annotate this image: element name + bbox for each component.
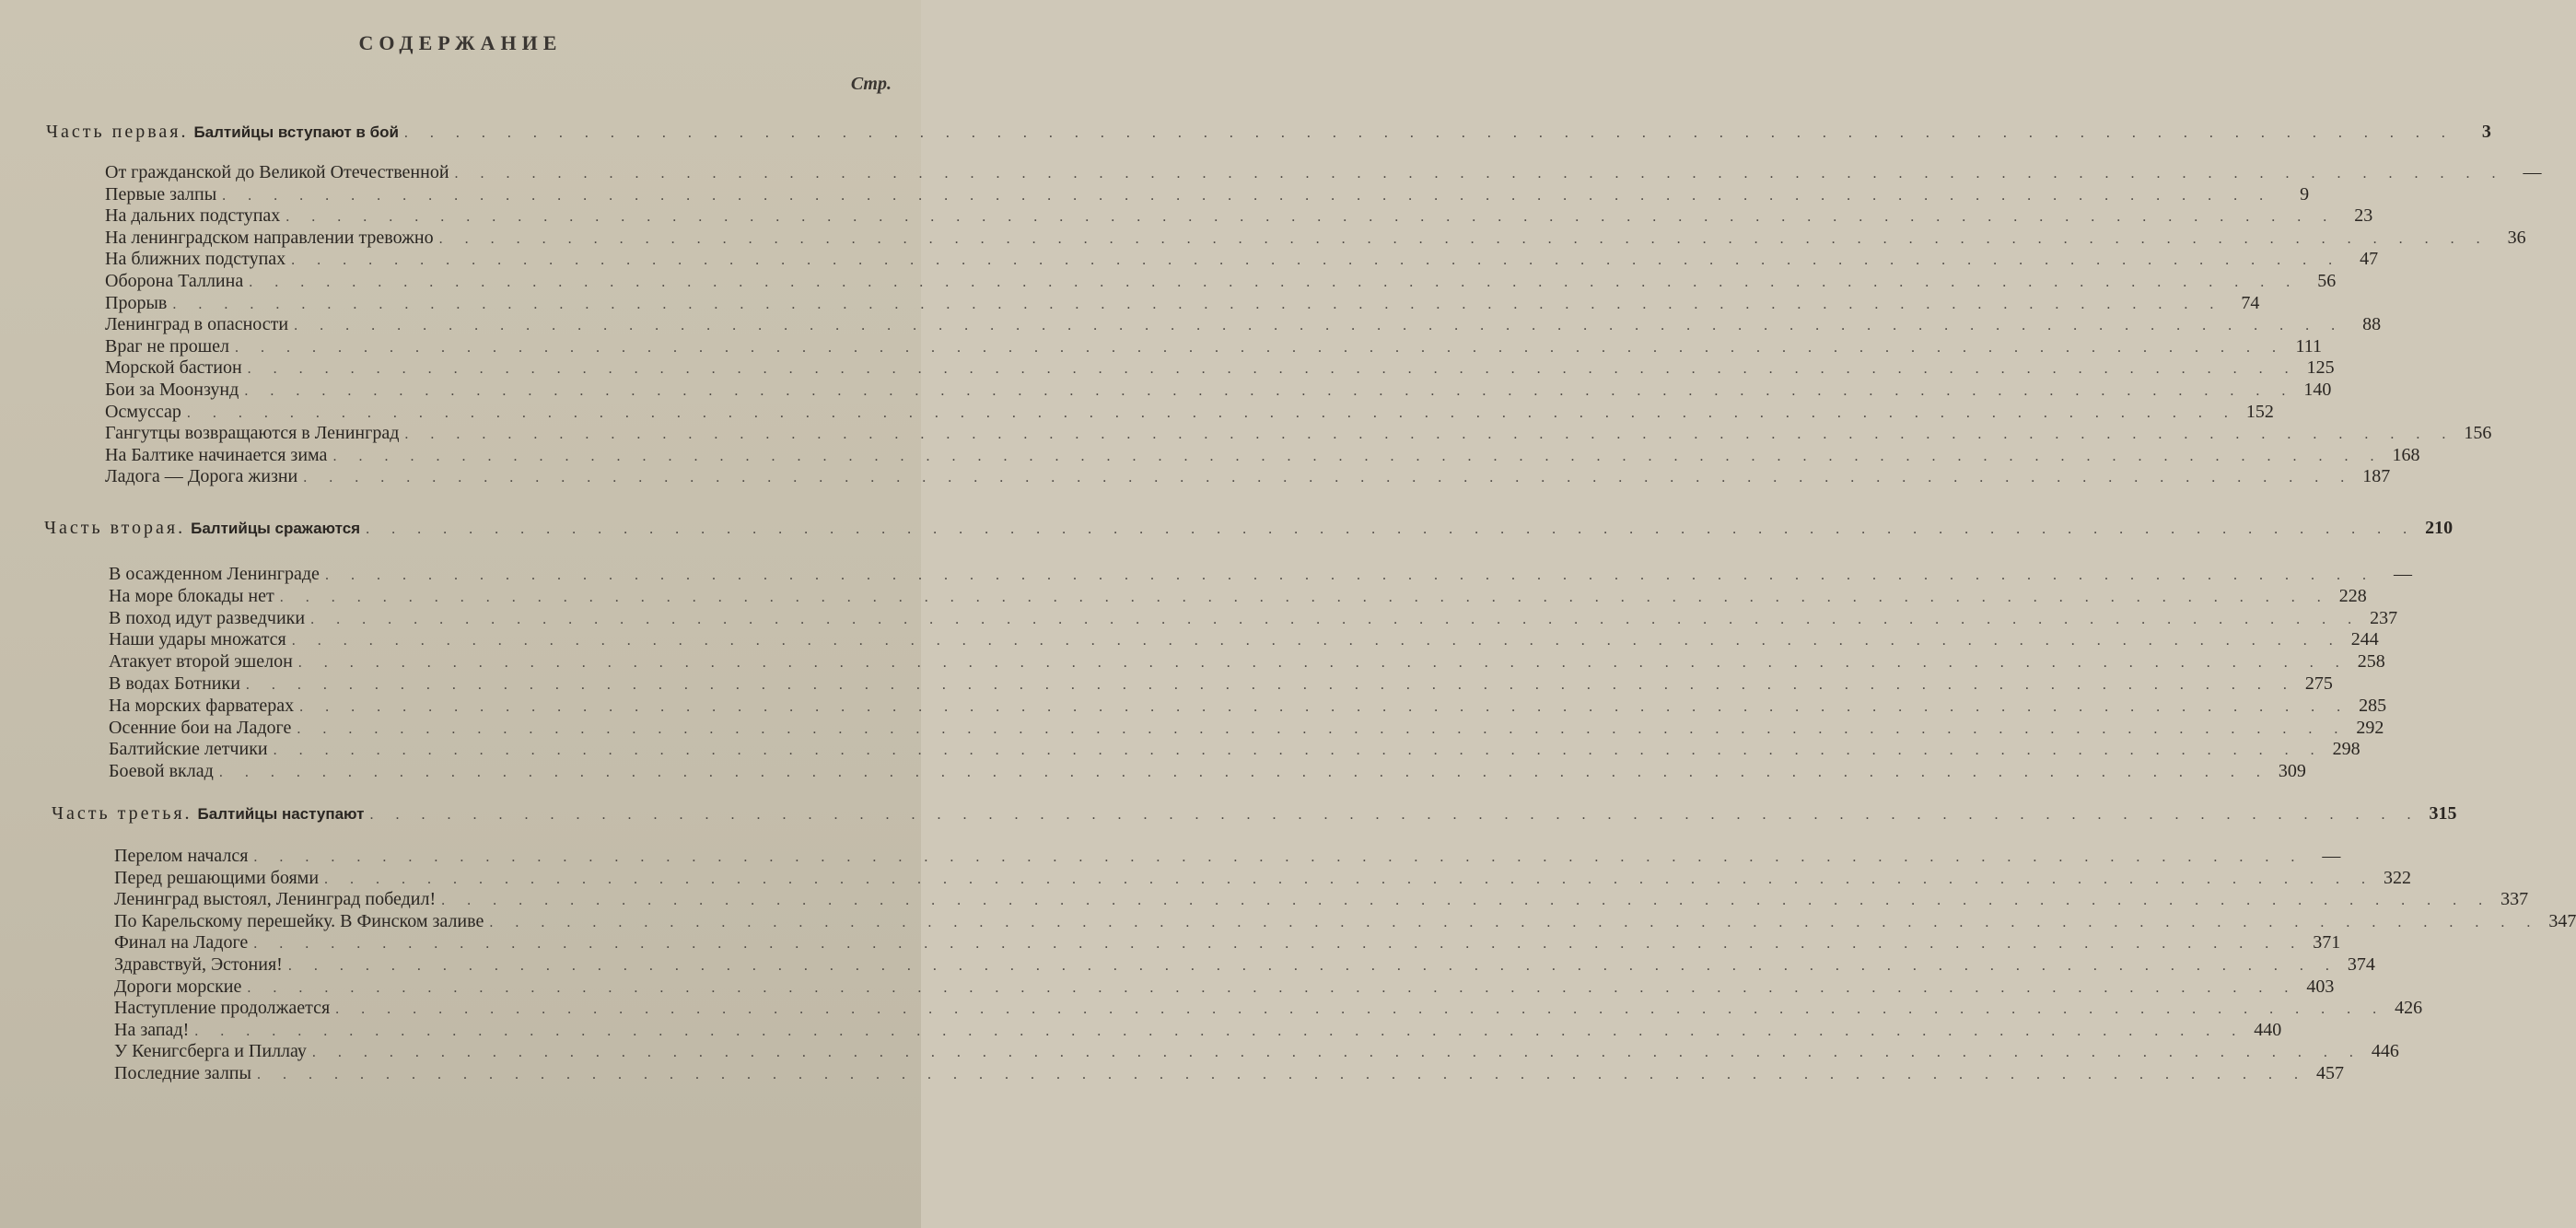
chapter-title: Осмуссар <box>105 401 181 422</box>
dot-leader: . . . . . . . . . . . . . . . . . . . . . . . . . . . . . . . . . . . . . . . . . . . . . . . . . . . . . . . . . . . . . . . . . . . . . . . . . . . . . . . . <box>253 936 2304 953</box>
chapter-title: Здравствуй, Эстония! <box>114 954 283 975</box>
chapter-page-number: 275 <box>2304 673 2333 694</box>
dot-leader: . . . . . . . . . . . . . . . . . . . . . . . . . . . . . . . . . . . . . . . . . . . . . . . . . . . . . . . . . . . . . . . . . . . . . . . . . . . . . . . . <box>311 1045 2362 1061</box>
chapter-entry <box>105 401 2274 424</box>
chapter-page-number: 403 <box>2306 976 2335 997</box>
chapter-title: Перелом начался <box>114 846 249 866</box>
chapter-page-number: 125 <box>2306 357 2335 379</box>
chapter-title: Морской бастион <box>105 357 242 379</box>
chapter-page-number: 56 <box>2317 271 2337 291</box>
chapter-title: Последние залпы <box>114 1063 251 1083</box>
part-name: Балтийцы наступают <box>197 805 365 823</box>
chapter-title: Ленинград выстоял, Ленинград победил! <box>114 889 437 910</box>
chapter-entry <box>114 954 2375 977</box>
page-column-label: Стр. <box>850 74 892 94</box>
part-name: Балтийцы вступают в бой <box>193 123 399 141</box>
dot-leader: . . . . . . . . . . . . . . . . . . . . . . . . . . . . . . . . . . . . . . . . . . . . . . . . . . . . . . . . . . . . . . . . . . . . . . . . . . . . . . . . <box>297 655 2349 672</box>
chapter-entry <box>109 585 2367 608</box>
dot-leader: . . . . . . . . . . . . . . . . . . . . . . . . . . . . . . . . . . . . . . . . . . . . . . . . . . . . . . . . . . . . . . . . . . . . . . . . . . . . . . . . <box>287 958 2338 974</box>
dot-leader: . . . . . . . . . . . . . . . . . . . . . . . . . . . . . . . . . . . . . . . . . . . . . . . . . . . . . . . . . . . . . . . . . . . . . . . . . . . . . . . . <box>244 383 2295 399</box>
chapter-entry <box>105 314 2382 336</box>
chapter-title: На морских фарватерах <box>109 695 295 716</box>
chapter-title: У Кенигсберга и Пиллау <box>114 1041 307 1062</box>
chapter-page-number: 156 <box>2464 423 2492 444</box>
chapter-page-number: 23 <box>2354 205 2373 227</box>
chapter-entry <box>109 695 2387 718</box>
chapter-page-number: 152 <box>2245 401 2274 422</box>
part-title <box>44 518 366 539</box>
chapter-page-number: 322 <box>2384 867 2412 888</box>
chapter-title: Оборона Таллина <box>105 271 244 291</box>
chapter-page-number: 309 <box>2278 761 2306 782</box>
chapter-title: Наши удары множатся <box>109 629 286 650</box>
chapter-title: В поход идут разведчики <box>109 607 306 628</box>
chapter-title: От гражданской до Великой Отечественной <box>105 162 449 182</box>
chapter-page-number: 244 <box>2350 629 2379 650</box>
chapter-entry <box>105 205 2373 228</box>
dot-leader: . . . . . . . . . . . . . . . . . . . . . . . . . . . . . . . . . . . . . . . . . . . . . . . . . . . . . . . . . . . . . . . . . . . . . . . . . . . . . . . . <box>286 209 2337 226</box>
chapter-page-number: 347 <box>2548 910 2576 931</box>
dot-leader: . . . . . . . . . . . . . . . . . . . . . . . . . . . . . . . . . . . . . . . . . . . . . . . . . . . . . . . . . . . . . . . . . . . . . . . . . . . . . . . . <box>441 893 2492 909</box>
chapter-entry <box>114 1041 2399 1063</box>
chapter-title: Бои за Моонзунд <box>105 380 239 400</box>
chapter-title: На море блокады нет <box>109 585 274 606</box>
chapter-entry <box>105 271 2337 293</box>
chapter-entry <box>105 423 2492 445</box>
part-label: Часть третья. <box>52 803 192 824</box>
chapter-title: Боевой вклад <box>109 761 214 782</box>
dot-leader: . . . . . . . . . . . . . . . . . . . . . . . . . . . . . . . . . . . . . . . . . . . . . . . . . . . . . . . . . . . . . . . . . . . . . . . . . . . . . . . . <box>291 633 2342 649</box>
chapter-entry <box>109 629 2379 651</box>
chapter-page-number: 36 <box>2507 227 2526 248</box>
chapter-page-number: 88 <box>2362 314 2382 335</box>
chapter-title: На дальних подступах <box>105 205 281 227</box>
chapter-page-number: 440 <box>2254 1019 2282 1040</box>
chapter-title: Гангутцы возвращаются в Ленинград <box>105 423 400 444</box>
dot-leader: . . . . . . . . . . . . . . . . . . . . . . . . . . . . . . . . . . . . . . . . . . . . . . . . . . . . . . . . . . . . . . . . . . . . . . . . . . . . . . . . <box>303 470 2354 486</box>
dot-leader: . . . . . . . . . . . . . . . . . . . . . . . . . . . . . . . . . . . . . . . . . . . . . . . . . . . . . . . . . . . . . . . . . . . . . . . . . . . . . . . . <box>222 187 2273 204</box>
part-heading <box>44 518 2454 540</box>
dot-leader: . . . . . . . . . . . . . . . . . . . . . . . . . . . . . . . . . . . . . . . . . . . . . . . . . . . . . . . . . . . . . . . . . . . . . . . . . . . . . . . . <box>194 1023 2245 1039</box>
chapter-title: Ленинград в опасности <box>105 314 289 335</box>
part-label: Часть первая. <box>46 122 189 142</box>
part-page-number: 3 <box>2481 122 2491 142</box>
chapter-page-number: 140 <box>2303 380 2332 400</box>
dot-leader: . . . . . . . . . . . . . . . . . . . . . . . . . . . . . . . . . . . . . . . . . . . . . . . . . . . . . . . . . . . . . . . . . . . . . . . . . . . . . . . . <box>438 230 2489 247</box>
chapter-entry <box>105 335 2322 358</box>
chapter-title: Финал на Ладоге <box>114 932 249 953</box>
chapter-page-number: 285 <box>2359 695 2387 716</box>
chapter-entry <box>105 444 2420 467</box>
dot-leader: . . . . . . . . . . . . . . . . . . . . . . . . . . . . . . . . . . . . . . . . . . . . . . . . . . . . . . . . . . . . . . . . . . . . . . . . . . . . . . . . <box>369 807 2420 823</box>
chapter-page-number: 298 <box>2332 739 2360 760</box>
chapter-page-number: 228 <box>2338 585 2367 606</box>
chapter-entry <box>109 607 2398 630</box>
chapter-entry <box>114 889 2529 911</box>
chapter-entry <box>105 227 2526 250</box>
chapter-entry <box>109 673 2333 696</box>
chapter-entry <box>105 380 2332 402</box>
chapter-entry <box>114 867 2412 890</box>
chapter-entry <box>109 739 2360 761</box>
chapter-title: Перед решающими боями <box>114 867 320 888</box>
part-page-number: 315 <box>2429 803 2457 824</box>
part-label: Часть вторая. <box>44 518 186 538</box>
page-title: СОДЕРЖАНИЕ <box>358 31 563 54</box>
chapter-entry <box>109 564 2412 586</box>
dot-leader: . . . . . . . . . . . . . . . . . . . . . . . . . . . . . . . . . . . . . . . . . . . . . . . . . . . . . . . . . . . . . . . . . . . . . . . . . . . . . . . . <box>218 765 2269 781</box>
chapter-title: Ладога — Дорога жизни <box>105 466 298 487</box>
dot-leader: . . . . . . . . . . . . . . . . . . . . . . . . . . . . . . . . . . . . . . . . . . . . . . . . . . . . . . . . . . . . . . . . . . . . . . . . . . . . . . . . <box>247 979 2298 996</box>
dot-leader: . . . . . . . . . . . . . . . . . . . . . . . . . . . . . . . . . . . . . . . . . . . . . . . . . . . . . . . . . . . . . . . . . . . . . . . . . . . . . . . . <box>489 914 2540 930</box>
chapter-title: Наступление продолжается <box>114 998 331 1019</box>
dot-leader: . . . . . . . . . . . . . . . . . . . . . . . . . . . . . . . . . . . . . . . . . . . . . . . . . . . . . . . . . . . . . . . . . . . . . . . . . . . . . . . . <box>256 1067 2307 1082</box>
chapter-title: Враг не прошел <box>105 335 229 357</box>
dot-leader: . . . . . . . . . . . . . . . . . . . . . . . . . . . . . . . . . . . . . . . . . . . . . . . . . . . . . . . . . . . . . . . . . . . . . . . . . . . . . . . . <box>294 318 2345 334</box>
chapter-entry <box>105 292 2260 315</box>
chapter-page-number: 237 <box>2370 607 2398 628</box>
chapter-entry <box>114 998 2423 1020</box>
dot-leader: . . . . . . . . . . . . . . . . . . . . . . . . . . . . . . . . . . . . . . . . . . . . . . . . . . . . . . . . . . . . . . . . . . . . . . . . . . . . . . . . <box>245 677 2296 693</box>
chapter-title: На Балтике начинается зима <box>105 444 328 465</box>
dot-leader: . . . . . . . . . . . . . . . . . . . . . . . . . . . . . . . . . . . . . . . . . . . . . . . . . . . . . . . . . . . . . . . . . . . . . . . . . . . . . . . . <box>247 361 2298 378</box>
chapter-page-number: — <box>2393 564 2412 584</box>
chapter-title: На ближних подступах <box>105 249 286 270</box>
chapter-entry <box>109 651 2385 673</box>
chapter-page-number: 9 <box>2300 183 2310 205</box>
chapter-entry <box>105 466 2391 488</box>
dot-leader: . . . . . . . . . . . . . . . . . . . . . . . . . . . . . . . . . . . . . . . . . . . . . . . . . . . . . . . . . . . . . . . . . . . . . . . . . . . . . . . . <box>249 275 2300 290</box>
dot-leader: . . . . . . . . . . . . . . . . . . . . . . . . . . . . . . . . . . . . . . . . . . . . . . . . . . . . . . . . . . . . . . . . . . . . . . . . . . . . . . . . <box>273 743 2324 759</box>
dot-leader: . . . . . . . . . . . . . . . . . . . . . . . . . . . . . . . . . . . . . . . . . . . . . . . . . . . . . . . . . . . . . . . . . . . . . . . . . . . . . . . . <box>297 720 2348 737</box>
chapter-entry <box>105 162 2542 184</box>
chapter-page-number: 168 <box>2392 444 2420 465</box>
chapter-title: Балтийские летчики <box>109 739 268 760</box>
dot-leader: . . . . . . . . . . . . . . . . . . . . . . . . . . . . . . . . . . . . . . . . . . . . . . . . . . . . . . . . . . . . . . . . . . . . . . . . . . . . . . . . <box>324 567 2375 583</box>
dot-leader: . . . . . . . . . . . . . . . . . . . . . . . . . . . . . . . . . . . . . . . . . . . . . . . . . . . . . . . . . . . . . . . . . . . . . . . . . . . . . . . . <box>335 1001 2386 1018</box>
chapter-entry <box>114 932 2341 954</box>
chapter-page-number: 111 <box>2295 335 2322 357</box>
chapter-entry <box>114 1063 2344 1085</box>
chapter-entry <box>109 717 2384 740</box>
chapter-title: На запад! <box>114 1019 190 1040</box>
chapter-title: Осенние бои на Ладоге <box>109 717 292 738</box>
chapter-page-number: 371 <box>2313 932 2341 953</box>
dot-leader: . . . . . . . . . . . . . . . . . . . . . . . . . . . . . . . . . . . . . . . . . . . . . . . . . . . . . . . . . . . . . . . . . . . . . . . . . . . . . . . . <box>186 404 2237 421</box>
dot-leader: . . . . . . . . . . . . . . . . . . . . . . . . . . . . . . . . . . . . . . . . . . . . . . . . . . . . . . . . . . . . . . . . . . . . . . . . . . . . . . . . <box>403 125 2454 141</box>
dot-leader: . . . . . . . . . . . . . . . . . . . . . . . . . . . . . . . . . . . . . . . . . . . . . . . . . . . . . . . . . . . . . . . . . . . . . . . . . . . . . . . . <box>404 427 2455 443</box>
chapter-page-number: 292 <box>2356 717 2384 738</box>
dot-leader: . . . . . . . . . . . . . . . . . . . . . . . . . . . . . . . . . . . . . . . . . . . . . . . . . . . . . . . . . . . . . . . . . . . . . . . . . . . . . . . . <box>324 871 2375 887</box>
chapter-page-number: 187 <box>2362 466 2391 487</box>
dot-leader: . . . . . . . . . . . . . . . . . . . . . . . . . . . . . . . . . . . . . . . . . . . . . . . . . . . . . . . . . . . . . . . . . . . . . . . . . . . . . . . . <box>291 252 2342 269</box>
chapter-title: Первые залпы <box>105 183 217 205</box>
dot-leader: . . . . . . . . . . . . . . . . . . . . . . . . . . . . . . . . . . . . . . . . . . . . . . . . . . . . . . . . . . . . . . . . . . . . . . . . . . . . . . . . <box>279 589 2330 605</box>
part-heading <box>52 803 2457 825</box>
chapter-page-number: 446 <box>2371 1041 2399 1062</box>
chapter-entry <box>105 357 2335 380</box>
dot-leader: . . . . . . . . . . . . . . . . . . . . . . . . . . . . . . . . . . . . . . . . . . . . . . . . . . . . . . . . . . . . . . . . . . . . . . . . . . . . . . . . <box>172 296 2223 312</box>
chapter-title: На ленинградском направлении тревожно <box>105 227 434 248</box>
dot-leader: . . . . . . . . . . . . . . . . . . . . . . . . . . . . . . . . . . . . . . . . . . . . . . . . . . . . . . . . . . . . . . . . . . . . . . . . . . . . . . . . <box>234 339 2285 356</box>
chapter-title: По Карельскому перешейку. В Финском заливе <box>114 910 484 931</box>
chapter-page-number: 47 <box>2360 249 2379 270</box>
dot-leader: . . . . . . . . . . . . . . . . . . . . . . . . . . . . . . . . . . . . . . . . . . . . . . . . . . . . . . . . . . . . . . . . . . . . . . . . . . . . . . . . <box>366 521 2417 537</box>
chapter-entry <box>105 183 2310 206</box>
chapter-page-number: 74 <box>2241 292 2260 313</box>
part-heading <box>46 122 2491 144</box>
dot-leader: . . . . . . . . . . . . . . . . . . . . . . . . . . . . . . . . . . . . . . . . . . . . . . . . . . . . . . . . . . . . . . . . . . . . . . . . . . . . . . . . <box>299 698 2350 715</box>
dot-leader: . . . . . . . . . . . . . . . . . . . . . . . . . . . . . . . . . . . . . . . . . . . . . . . . . . . . . . . . . . . . . . . . . . . . . . . . . . . . . . . . <box>310 611 2361 627</box>
chapter-page-number: 374 <box>2347 954 2375 975</box>
chapter-entry <box>114 976 2335 999</box>
chapter-entry <box>109 761 2306 783</box>
chapter-title: В водах Ботники <box>109 673 240 694</box>
chapter-page-number: 337 <box>2500 889 2529 910</box>
chapter-title: В осажденном Ленинграде <box>109 564 320 584</box>
dot-leader: . . . . . . . . . . . . . . . . . . . . . . . . . . . . . . . . . . . . . . . . . . . . . . . . . . . . . . . . . . . . . . . . . . . . . . . . . . . . . . . . <box>332 448 2384 464</box>
chapter-title: Атакует второй эшелон <box>109 651 293 672</box>
chapter-entry <box>114 1019 2282 1042</box>
chapter-page-number: 258 <box>2357 651 2385 672</box>
part-page-number: 210 <box>2425 518 2454 538</box>
chapter-title: Прорыв <box>105 292 168 313</box>
chapter-page-number: — <box>2523 162 2542 182</box>
chapter-entry <box>114 846 2341 868</box>
chapter-entry <box>114 910 2576 933</box>
dot-leader: . . . . . . . . . . . . . . . . . . . . . . . . . . . . . . . . . . . . . . . . . . . . . . . . . . . . . . . . . . . . . . . . . . . . . . . . . . . . . . . . <box>454 166 2505 181</box>
dot-leader: . . . . . . . . . . . . . . . . . . . . . . . . . . . . . . . . . . . . . . . . . . . . . . . . . . . . . . . . . . . . . . . . . . . . . . . . . . . . . . . . <box>253 849 2304 865</box>
chapter-page-number: 457 <box>2315 1063 2344 1083</box>
part-title <box>46 122 404 143</box>
part-title <box>52 803 369 825</box>
chapter-title: Дороги морские <box>114 976 242 997</box>
part-name: Балтийцы сражаются <box>191 520 361 537</box>
chapter-page-number: 426 <box>2395 998 2423 1019</box>
chapter-entry <box>105 249 2379 271</box>
chapter-page-number: — <box>2322 846 2341 866</box>
